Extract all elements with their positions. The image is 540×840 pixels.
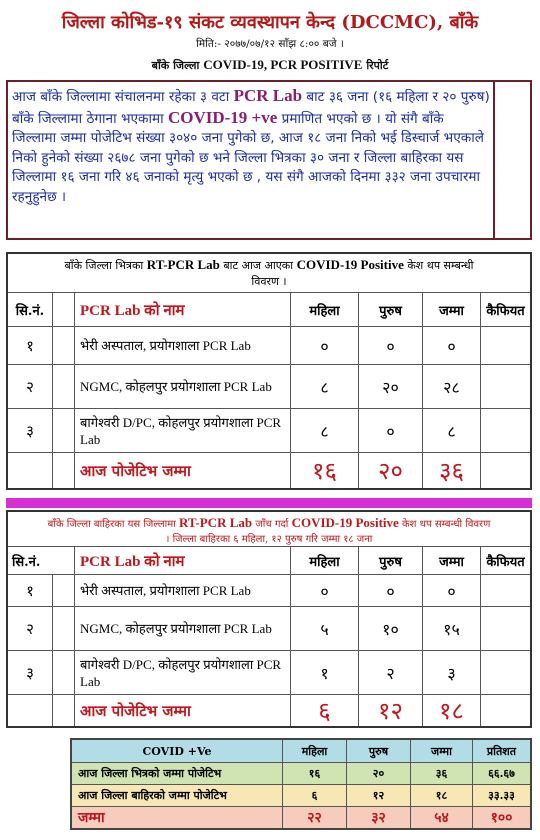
summary-pcr-lab: PCR Lab bbox=[233, 86, 303, 105]
row-female: ५ bbox=[290, 607, 358, 650]
report-heading bbox=[0, 57, 540, 73]
table1-caption bbox=[8, 254, 530, 295]
row-spacer bbox=[52, 575, 74, 606]
table-total-row bbox=[8, 452, 530, 488]
sum-row-percent: ६६.६७ bbox=[472, 763, 530, 784]
summary-part-5: प्रमाणित भएको छ । यो संगै बाँके जिल्लामा जम्मा पोजेटिभ संख्या ३०४० जना पुगेको छ, आज १८ जना निको भई डिस्चार्ज भएकाले निको हुनेको संख्या २६७८ जना पुगेको छ भने जिल्ला भित्रका ३० जना र जिल्ला बाहिरका यस जिल्लामा १६ जना गरि ४६ जनाको मृत्यु भएको छ , यस संगै आजको दिनमा ३३२ जना उपचारमा रहनुहुनेछ । bbox=[12, 110, 484, 205]
row-female: ८ bbox=[290, 409, 358, 452]
header-female: महिला bbox=[290, 293, 358, 326]
table2-caption bbox=[8, 512, 530, 549]
table-inside-district bbox=[6, 252, 532, 490]
table-header-row bbox=[8, 292, 530, 326]
page-title: जिल्ला कोभिड-१९ संकट व्यवस्थापन केन्द (DCCMC), बाँके bbox=[61, 12, 479, 33]
total-female: ६ bbox=[290, 695, 358, 726]
header-sn: सि.नं. bbox=[12, 554, 41, 570]
caption-part: केश थप सम्बन्धी विवरण bbox=[402, 519, 491, 530]
summary-table bbox=[70, 738, 532, 830]
row-sn: ३ bbox=[26, 421, 34, 440]
table-row bbox=[8, 408, 530, 452]
sum-row-percent: ३३.३३ bbox=[472, 785, 530, 806]
summary-part-1: आज बाँके जिल्लामा संचालनमा रहेका ३ वटा bbox=[12, 89, 230, 105]
header-lab-name: PCR Lab को नाम bbox=[74, 547, 290, 574]
summary-box bbox=[6, 80, 532, 240]
sum-row-label: आज जिल्ला भित्रको जम्मा पोजेटिभ bbox=[78, 767, 222, 780]
sum-row-label: जम्मा bbox=[78, 810, 105, 826]
sum-row-total: ५४ bbox=[410, 807, 472, 828]
row-sn: ३ bbox=[26, 663, 34, 682]
row-male: २० bbox=[358, 365, 422, 408]
total-spacer bbox=[8, 453, 52, 488]
row-total: ८ bbox=[422, 409, 480, 452]
caption-part: विवरण । bbox=[251, 275, 287, 288]
caption-part: RT-PCR Lab bbox=[179, 515, 253, 530]
total-total: १८ bbox=[422, 695, 480, 726]
row-sn: २ bbox=[26, 619, 34, 638]
caption-part: केश थप सम्बन्धी bbox=[407, 259, 474, 272]
summary-row-inside bbox=[72, 762, 530, 784]
row-female: ० bbox=[290, 575, 358, 606]
report-date: मिति:- २०७७/०७/१२ साँझ ८:०० बजे । bbox=[196, 38, 344, 50]
sum-row-male: ३२ bbox=[346, 807, 410, 828]
row-spacer bbox=[52, 365, 74, 408]
row-lab-name: भेरी अस्पताल, प्रयोगशाला PCR Lab bbox=[74, 327, 290, 364]
table-row bbox=[8, 650, 530, 694]
table-header-row bbox=[8, 546, 530, 574]
header-sn: सि.नं. bbox=[15, 303, 45, 319]
sum-row-male: १२ bbox=[346, 785, 410, 806]
total-total: ३६ bbox=[422, 453, 480, 488]
row-sn: १ bbox=[26, 581, 34, 600]
table-row bbox=[8, 606, 530, 650]
header-total: जम्मा bbox=[422, 293, 480, 326]
caption-part: COVID-19 Positive bbox=[296, 257, 404, 272]
row-remarks bbox=[480, 607, 530, 650]
row-spacer bbox=[52, 327, 74, 364]
report-title-en: COVID-19, PCR POSITIVE bbox=[203, 57, 363, 72]
sum-header-percent: प्रतिशत bbox=[472, 740, 530, 762]
row-remarks bbox=[480, 365, 530, 408]
total-remarks bbox=[480, 453, 530, 488]
summary-row-outside bbox=[72, 784, 530, 806]
row-male: ० bbox=[358, 575, 422, 606]
row-male: २ bbox=[358, 651, 422, 694]
table-outside-district bbox=[6, 510, 532, 728]
total-male: २० bbox=[358, 453, 422, 488]
row-lab-name: बागेश्वरी D/PC, कोहलपुर प्रयोगशाला PCR Lab bbox=[74, 651, 290, 694]
sum-row-total: १८ bbox=[410, 785, 472, 806]
sum-row-female: ६ bbox=[282, 785, 346, 806]
total-remarks bbox=[480, 695, 530, 726]
sum-header-male: पुरुष bbox=[346, 740, 410, 762]
row-spacer bbox=[52, 651, 74, 694]
report-prefix: बाँके जिल्ला bbox=[151, 59, 200, 72]
header-spacer bbox=[52, 293, 74, 326]
sum-row-female: १६ bbox=[282, 763, 346, 784]
row-sn: २ bbox=[26, 377, 34, 396]
row-total: १५ bbox=[422, 607, 480, 650]
sum-row-total: ३६ bbox=[410, 763, 472, 784]
table-row bbox=[8, 364, 530, 408]
row-total: ० bbox=[422, 575, 480, 606]
caption-part: बाँके जिल्ला भित्रका bbox=[64, 259, 144, 272]
summary-header-row bbox=[72, 740, 530, 762]
row-female: ८ bbox=[290, 365, 358, 408]
row-remarks bbox=[480, 327, 530, 364]
total-label: आज पोजेटिभ जम्मा bbox=[74, 695, 290, 726]
row-total: ० bbox=[422, 327, 480, 364]
row-male: ० bbox=[358, 327, 422, 364]
total-female: १६ bbox=[290, 453, 358, 488]
row-lab-name: NGMC, कोहलपुर प्रयोगशाला PCR Lab bbox=[74, 607, 290, 650]
caption-part: RT-PCR Lab bbox=[146, 257, 220, 272]
table-row bbox=[8, 326, 530, 364]
row-male: १० bbox=[358, 607, 422, 650]
header-female: महिला bbox=[290, 547, 358, 574]
row-spacer bbox=[52, 607, 74, 650]
row-lab-name: NGMC, कोहलपुर प्रयोगशाला PCR Lab bbox=[74, 365, 290, 408]
caption-part: । जिल्ला बाहिरका ६ महिला, १२ पुरुष गरि जम्मा १८ जना bbox=[165, 534, 373, 545]
summary-part-3: बाट ३६ जना (१६ महिला र २० पुरुष) बाँके जिल्लामा ठेगाना भएकामा bbox=[12, 89, 490, 127]
summary-text bbox=[12, 86, 490, 207]
sum-row-male: २० bbox=[346, 763, 410, 784]
header-total: जम्मा bbox=[422, 547, 480, 574]
summary-divider bbox=[493, 82, 495, 238]
header-male: पुरुष bbox=[358, 547, 422, 574]
row-total: ३ bbox=[422, 651, 480, 694]
sum-header-label: COVID +Ve bbox=[142, 744, 212, 758]
total-spacer bbox=[52, 453, 74, 488]
table-total-row bbox=[8, 694, 530, 726]
header-lab-name: PCR Lab को नाम bbox=[74, 293, 290, 326]
summary-covid-positive: COVID-19 +ve bbox=[167, 107, 278, 127]
header-remarks: कैफियत bbox=[480, 293, 530, 326]
caption-part: COVID-19 Positive bbox=[291, 515, 399, 530]
summary-row-total bbox=[72, 806, 530, 828]
report-suffix: रिपोर्ट bbox=[366, 59, 389, 72]
row-female: ० bbox=[290, 327, 358, 364]
row-remarks bbox=[480, 651, 530, 694]
row-lab-name: बागेश्वरी D/PC, कोहलपुर प्रयोगशाला PCR Lab bbox=[74, 409, 290, 452]
sum-row-percent: १०० bbox=[472, 807, 530, 828]
sum-row-label: आज जिल्ला बाहिरको जम्मा पोजेटिभ bbox=[78, 789, 227, 802]
row-female: १ bbox=[290, 651, 358, 694]
row-sn: १ bbox=[26, 336, 34, 355]
row-remarks bbox=[480, 409, 530, 452]
row-lab-name: भेरी अस्पताल, प्रयोगशाला PCR Lab bbox=[74, 575, 290, 606]
caption-part: बाँके जिल्ला बाहिरका यस जिल्लामा bbox=[47, 519, 176, 530]
row-total: २८ bbox=[422, 365, 480, 408]
total-spacer bbox=[52, 695, 74, 726]
section-divider bbox=[6, 498, 532, 508]
caption-part: बाट आज आएका bbox=[223, 259, 294, 272]
table-row bbox=[8, 574, 530, 606]
total-male: १२ bbox=[358, 695, 422, 726]
header-male: पुरुष bbox=[358, 293, 422, 326]
total-label: आज पोजेटिभ जम्मा bbox=[74, 453, 290, 488]
caption-part: जाँच गर्दा bbox=[255, 519, 289, 530]
total-spacer bbox=[8, 695, 52, 726]
row-male: ० bbox=[358, 409, 422, 452]
row-spacer bbox=[52, 409, 74, 452]
row-remarks bbox=[480, 575, 530, 606]
sum-header-female: महिला bbox=[282, 740, 346, 762]
sum-header-total: जम्मा bbox=[410, 740, 472, 762]
sum-row-female: २२ bbox=[282, 807, 346, 828]
header-remarks: कैफियत bbox=[480, 547, 530, 574]
